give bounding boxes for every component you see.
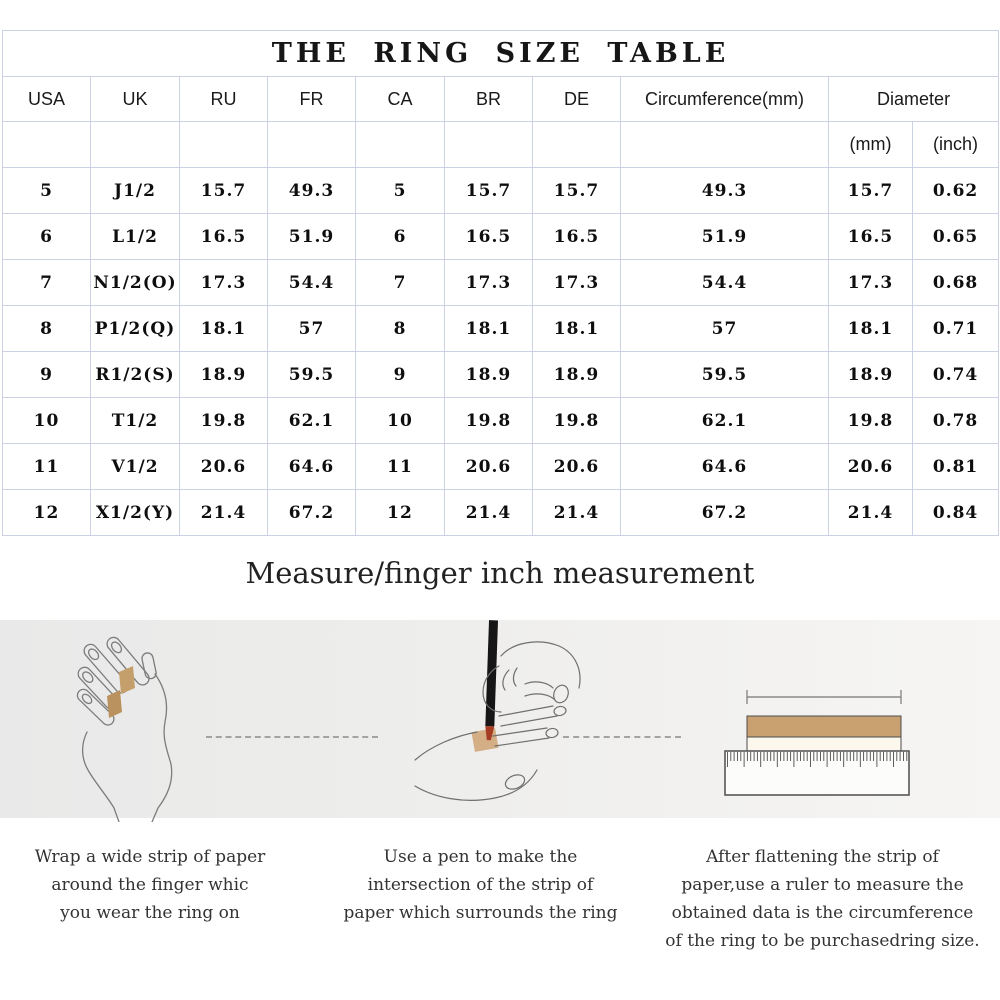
instruction-step-2 [328,843,633,927]
empty-cell [180,122,268,168]
table-cell: 19.8 [829,398,913,444]
table-cell: 59.5 [268,352,356,398]
ring-size-rows [3,168,999,536]
table-cell: 18.1 [445,306,533,352]
table-cell: 19.8 [180,398,268,444]
table-cell: 0.78 [913,398,999,444]
table-cell: 15.7 [829,168,913,214]
ruler-measure-illustration [713,686,915,800]
table-cell: 54.4 [621,260,829,306]
table-cell: P1/2(Q) [91,306,180,352]
table-cell: 18.9 [533,352,621,398]
table-cell: 16.5 [445,214,533,260]
table-cell: 57 [621,306,829,352]
table-cell: 57 [268,306,356,352]
table-cell: 51.9 [621,214,829,260]
pen-icon [485,620,498,740]
instruction-line: you wear the ring on [60,903,240,923]
table-cell: 17.3 [445,260,533,306]
table-cell: 67.2 [621,490,829,536]
instruction-line: intersection of the strip of [367,875,594,895]
table-cell: 19.8 [445,398,533,444]
instruction-line: obtained data is the circumference [671,903,974,923]
subheader-diameter-mm: (mm) [829,122,913,168]
table-cell: 5 [356,168,445,214]
column-header-ca: CA [356,77,445,122]
table-cell: 21.4 [180,490,268,536]
table-cell: 15.7 [533,168,621,214]
table-cell: 0.62 [913,168,999,214]
table-cell: 54.4 [268,260,356,306]
measure-length-line [747,690,901,704]
table-cell: 0.68 [913,260,999,306]
table-cell: 16.5 [533,214,621,260]
measure-section-heading: Measure/finger inch measurement [245,556,755,590]
table-cell: 67.2 [268,490,356,536]
table-cell: T1/2 [91,398,180,444]
table-cell: 11 [3,444,91,490]
hand-wrap-paper-illustration [55,630,205,822]
instruction-step-1 [10,843,290,927]
table-cell: 18.9 [445,352,533,398]
ring-size-table [2,30,999,536]
table-cell: 18.9 [180,352,268,398]
table-subheader-row [3,122,999,168]
table-cell: V1/2 [91,444,180,490]
table-cell: 51.9 [268,214,356,260]
instruction-line: of the ring to be purchasedring size. [665,931,980,951]
table-cell: 9 [356,352,445,398]
table-cell: 15.7 [180,168,268,214]
table-cell: 62.1 [621,398,829,444]
table-cell: 21.4 [533,490,621,536]
column-header-uk: UK [91,77,180,122]
table-cell: 11 [356,444,445,490]
table-row [3,490,999,536]
table-title: THE RING SIZE TABLE [3,31,999,77]
table-cell: 6 [3,214,91,260]
table-cell: 20.6 [180,444,268,490]
table-cell: 21.4 [445,490,533,536]
table-cell: 12 [3,490,91,536]
empty-cell [91,122,180,168]
column-header-diameter: Diameter [829,77,999,122]
empty-cell [268,122,356,168]
subheader-diameter-inch: (inch) [913,122,999,168]
dashed-connector [206,736,378,738]
table-cell: R1/2(S) [91,352,180,398]
table-row [3,398,999,444]
table-cell: 7 [3,260,91,306]
table-cell: 17.3 [180,260,268,306]
paper-strip-marked [471,728,498,752]
table-cell: 0.81 [913,444,999,490]
table-cell: 64.6 [621,444,829,490]
table-cell: 0.74 [913,352,999,398]
empty-cell [445,122,533,168]
column-header-circumference: Circumference(mm) [621,77,829,122]
table-cell: 18.1 [180,306,268,352]
table-cell: 16.5 [829,214,913,260]
table-cell: 18.9 [829,352,913,398]
table-cell: 16.5 [180,214,268,260]
table-cell: 17.3 [533,260,621,306]
table-cell: 19.8 [533,398,621,444]
table-header-row [3,77,999,122]
table-cell: 5 [3,168,91,214]
paper-strip-underside [747,737,901,751]
table-cell: 9 [3,352,91,398]
table-cell: L1/2 [91,214,180,260]
table-cell: 49.3 [621,168,829,214]
paper-strip-flat [747,716,901,737]
table-row [3,352,999,398]
column-header-de: DE [533,77,621,122]
hand-pen-mark-illustration [413,618,593,818]
table-cell: 20.6 [445,444,533,490]
table-cell: X1/2(Y) [91,490,180,536]
table-cell: 15.7 [445,168,533,214]
instruction-line: paper which surrounds the ring [343,903,618,923]
column-header-ru: RU [180,77,268,122]
table-cell: 49.3 [268,168,356,214]
empty-cell [356,122,445,168]
table-cell: 10 [3,398,91,444]
table-row [3,214,999,260]
table-row [3,260,999,306]
column-header-br: BR [445,77,533,122]
table-cell: J1/2 [91,168,180,214]
table-cell: 6 [356,214,445,260]
table-title-row [3,31,999,77]
table-row [3,306,999,352]
empty-cell [621,122,829,168]
table-cell: 59.5 [621,352,829,398]
empty-cell [533,122,621,168]
table-cell: 21.4 [829,490,913,536]
table-cell: 7 [356,260,445,306]
instruction-line: paper,use a ruler to measure the [681,875,964,895]
table-cell: 18.1 [829,306,913,352]
instruction-line: around the finger whic [51,875,249,895]
table-cell: 12 [356,490,445,536]
table-cell: 17.3 [829,260,913,306]
table-cell: 62.1 [268,398,356,444]
empty-cell [3,122,91,168]
table-row [3,168,999,214]
table-cell: 20.6 [829,444,913,490]
table-cell: 8 [356,306,445,352]
table-cell: 0.65 [913,214,999,260]
instruction-line: After flattening the strip of [706,847,939,867]
table-cell: 64.6 [268,444,356,490]
table-cell: N1/2(O) [91,260,180,306]
column-header-fr: FR [268,77,356,122]
table-cell: 0.84 [913,490,999,536]
column-header-usa: USA [3,77,91,122]
table-cell: 18.1 [533,306,621,352]
table-row [3,444,999,490]
table-cell: 0.71 [913,306,999,352]
table-cell: 20.6 [533,444,621,490]
instruction-step-3 [650,843,995,955]
table-cell: 10 [356,398,445,444]
instruction-line: Wrap a wide strip of paper [34,847,266,867]
table-cell: 8 [3,306,91,352]
instruction-line: Use a pen to make the [383,847,578,867]
